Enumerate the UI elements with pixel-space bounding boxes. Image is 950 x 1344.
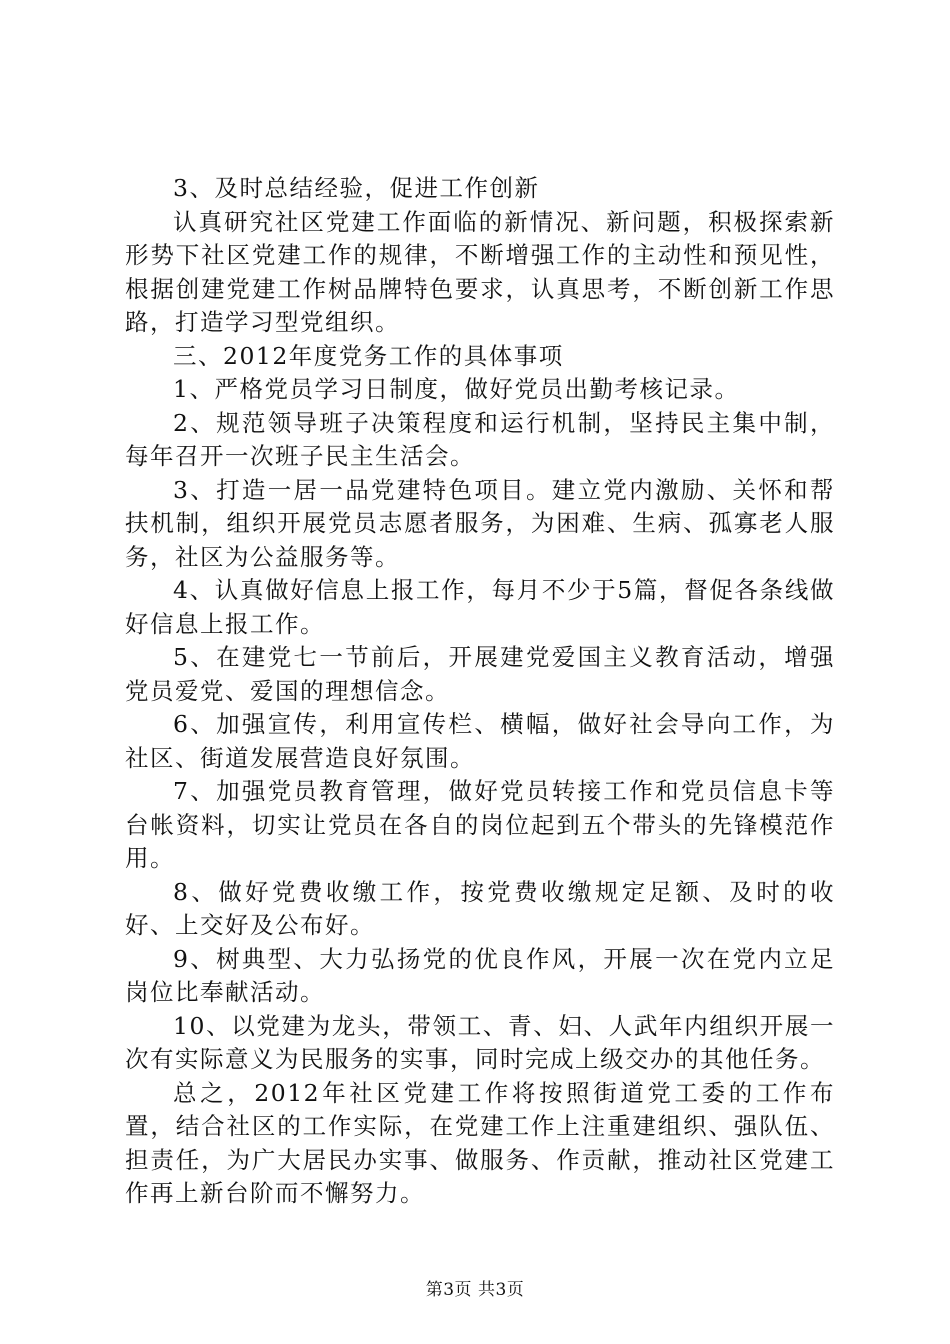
list-item-1: 1、严格党员学习日制度，做好党员出勤考核记录。 xyxy=(173,375,740,403)
paragraph-research: 认真研究社区党建工作面临的新情况、新问题，积极探索新形势下社区党建工作的规律，不断增强工作的主动性和预见性，根据创建党建工作树品牌特色要求，认真思考，不断创新工作思路，打造学习型党组织。 xyxy=(125,207,835,336)
section-heading-2012-items: 三、2012年度党务工作的具体事项 xyxy=(173,341,564,370)
paragraph-conclusion: 总之，2012年社区党建工作将按照街道党工委的工作布置，结合社区的工作实际，在党建工作上注重建组织、强队伍、担责任，为广大居民办实事、做服务、作贡献，推动社区党建工作再上新台阶而不懈努力。 xyxy=(125,1078,835,1207)
section-heading-summary-innovation: 3、及时总结经验，促进工作创新 xyxy=(173,174,540,202)
list-item-9: 9、树典型、大力弘扬党的优良作风，开展一次在党内立足岗位比奉献活动。 xyxy=(125,944,835,1006)
list-item-2: 2、规范领导班子决策程度和运行机制，坚持民主集中制，每年召开一次班子民主生活会。 xyxy=(125,408,835,470)
list-item-3: 3、打造一居一品党建特色项目。建立党内激励、关怀和帮扶机制，组织开展党员志愿者服务，为困难、生病、孤寡老人服务，社区为公益服务等。 xyxy=(125,475,835,571)
list-item-6: 6、加强宣传，利用宣传栏、横幅，做好社会导向工作，为社区、街道发展营造良好氛围。 xyxy=(125,710,835,772)
page-number-footer: 第3页 共3页 xyxy=(425,1280,525,1300)
list-item-5: 5、在建党七一节前后，开展建党爱国主义教育活动，增强党员爱党、爱国的理想信念。 xyxy=(125,643,835,705)
list-item-8: 8、做好党费收缴工作，按党费收缴规定足额、及时的收好、上交好及公布好。 xyxy=(125,877,835,939)
document-body xyxy=(125,172,835,1211)
list-item-4: 4、认真做好信息上报工作，每月不少于5篇，督促各条线做好信息上报工作。 xyxy=(125,576,835,638)
list-item-10: 10、以党建为龙头，带领工、青、妇、人武年内组织开展一次有实际意义为民服务的实事，同时完成上级交办的其他任务。 xyxy=(125,1011,835,1073)
list-item-7: 7、加强党员教育管理，做好党员转接工作和党员信息卡等台帐资料，切实让党员在各自的岗位起到五个带头的先锋模范作用。 xyxy=(125,777,835,872)
